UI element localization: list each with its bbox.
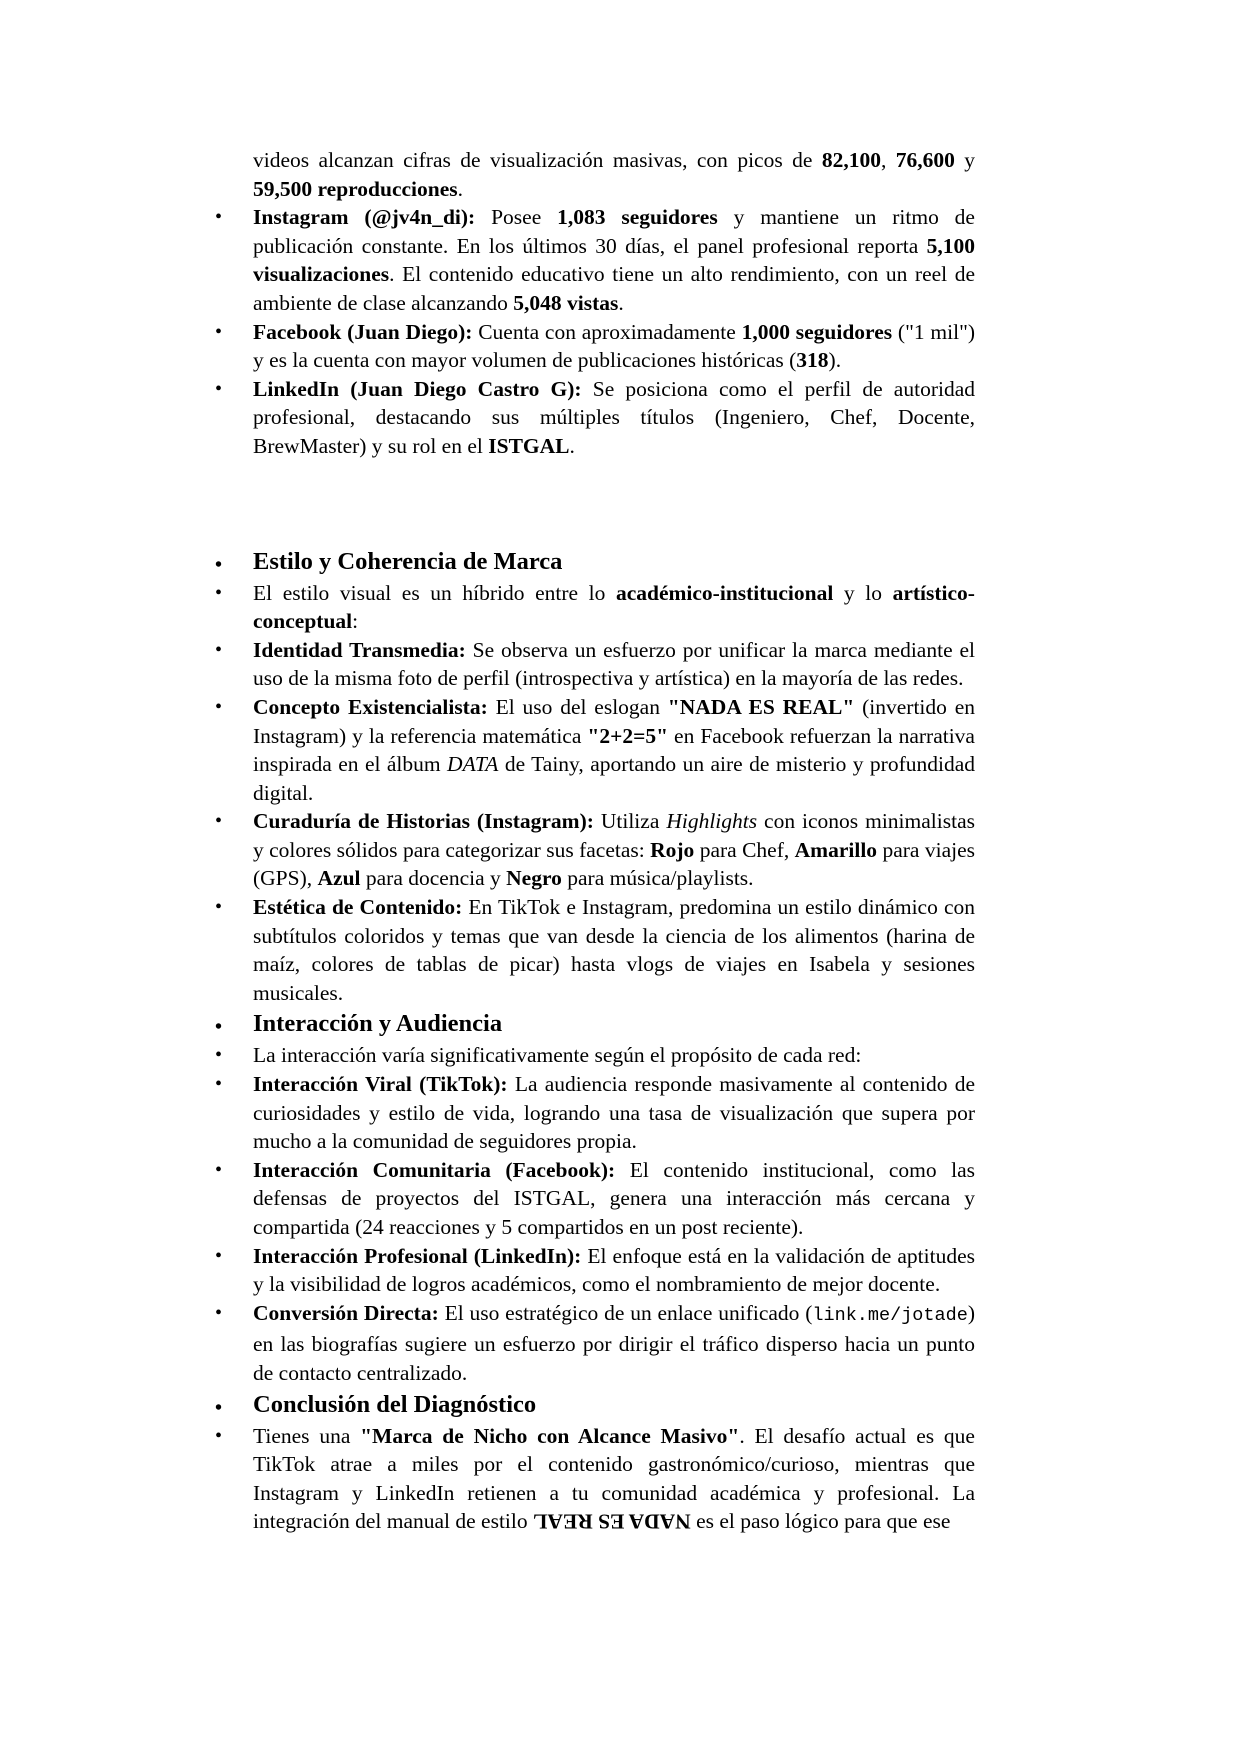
list-item [215, 1041, 975, 1070]
text-run: En TikTok e Instagram, predomina un estilo dinámico con subtítulos coloridos y temas que van desde la ciencia de los alimentos (harina de maíz, colores de tablas de picar) hasta vlogs de viajes en Isabela y sesiones musicales. [253, 895, 975, 1005]
text-run: 5,100 visualizaciones [253, 233, 975, 287]
bullet-icon: • [215, 206, 223, 229]
item-text [253, 320, 975, 373]
item-text [253, 1244, 975, 1297]
text-run: Se observa un esfuerzo por unificar la marca mediante el uso de la misma foto de perfil (introspectiva y artística) en la mayoría de las redes. [253, 637, 976, 691]
list-item [215, 579, 975, 636]
text-run: videos alcanzan cifras de visualización masivas, con picos de [253, 148, 822, 172]
text-run: Interacción y Audiencia [253, 1010, 503, 1038]
text-run: Estética de Contenido: [253, 895, 469, 920]
text-run: es el paso lógico para que ese [690, 1509, 951, 1534]
section-heading [215, 1007, 975, 1041]
text-run: DATA [447, 752, 499, 777]
bullet-icon: • [215, 896, 223, 919]
bullet-icon: • [215, 377, 223, 400]
text-run: LinkedIn (Juan Diego Castro G): [253, 376, 593, 401]
text-run: link.me/jotade [812, 1304, 968, 1326]
item-text [253, 895, 975, 1005]
text-run: y [954, 148, 975, 172]
text-run: . [618, 290, 624, 315]
bullet-icon: • [215, 1073, 223, 1096]
text-run: . [569, 433, 575, 458]
item-text [253, 581, 975, 634]
text-run: : [352, 609, 359, 634]
bullet-list [215, 146, 976, 1536]
list-item [215, 893, 975, 1007]
text-run: La audiencia responde masivamente al contenido de curiosidades y estilo de vida, logrando una tasa de visualización que supera por mucho a la comunidad de seguidores propia. [253, 1072, 975, 1154]
paragraph-spacer [253, 461, 975, 545]
text-run: Conclusión del Diagnóstico [253, 1390, 537, 1418]
bullet-icon: • [215, 1396, 223, 1419]
list-item [215, 1156, 975, 1242]
text-run: Interacción Profesional (LinkedIn): [253, 1243, 588, 1268]
text-run: El contenido institucional, como las defensas de proyectos del ISTGAL, genera una interacción más cercana y compartida (24 reacciones y 5 compartidos en un post reciente). [253, 1157, 975, 1239]
text-run: Cuenta con aproximadamente [478, 319, 742, 344]
text-run: Amarillo [794, 837, 878, 862]
text-run: de Tainy, aportando un aire de misterio y profundidad digital. [253, 752, 976, 805]
text-run: Conversión Directa: [253, 1300, 445, 1325]
text-run: ) en las biografías sugiere un esfuerzo por dirigir el tráfico disperso hacia un punto de contacto centralizado. [253, 1300, 975, 1385]
text-run: Azul [317, 866, 361, 891]
text-run: en Facebook refuerzan la narrativa inspirada en el álbum [253, 723, 975, 777]
list-item [215, 1422, 975, 1536]
text-run: ). [828, 348, 842, 373]
list-item [215, 807, 975, 893]
text-run: "NADA ES REAL" [667, 694, 855, 719]
item-text [253, 1010, 502, 1037]
text-run: Rojo [650, 837, 695, 862]
list-item [215, 203, 975, 317]
bullet-icon: • [215, 1301, 223, 1324]
text-run: ("1 mil") y es la cuenta con mayor volumen de publicaciones históricas ( [253, 319, 976, 373]
item-text [253, 205, 975, 315]
text-run: 76,600 [895, 148, 955, 172]
text-run: Interacción Comunitaria (Facebook): [253, 1157, 630, 1182]
list-item [215, 1299, 975, 1388]
text-run: Highlights [666, 809, 758, 834]
bullet-icon: • [215, 810, 223, 833]
item-text [253, 1301, 975, 1385]
bullet-icon: • [215, 1158, 223, 1181]
text-run: Se posiciona como el perfil de autoridad profesional, destacando sus múltiples títulos (Ingeniero, Chef, Docente, BrewMaster) y su rol en el [253, 376, 975, 458]
list-item [215, 636, 976, 693]
text-run: Tienes una [253, 1423, 361, 1448]
item-text [253, 1072, 975, 1153]
inverted-text-run: NADA ES REAL [533, 1509, 691, 1534]
text-run: Interacción Viral (TikTok): [253, 1072, 515, 1097]
text-run: La interacción varía significativamente según el propósito de cada red: [253, 1043, 862, 1068]
bullet-icon: • [215, 553, 223, 576]
text-run: para docencia y [360, 866, 507, 891]
bullet-icon: • [215, 695, 223, 718]
bullet-icon: • [215, 1016, 223, 1039]
text-run: Posee [491, 205, 558, 230]
list-item [215, 1070, 975, 1156]
section-heading [215, 1388, 975, 1422]
list-item [215, 318, 976, 375]
text-run: El uso estratégico de un enlace unificado ( [444, 1300, 813, 1325]
text-run: 1,083 seguidores [557, 205, 718, 230]
item-text [253, 1424, 975, 1534]
text-run: para música/playlists. [561, 866, 754, 891]
text-run: para viajes (GPS), [253, 837, 975, 891]
item-text [253, 1158, 975, 1239]
text-run: con iconos minimalistas y colores sólidos para categorizar sus facetas: [253, 809, 975, 862]
item-text [253, 638, 975, 691]
text-run: El uso del eslogan [495, 694, 668, 719]
bullet-icon: • [215, 581, 223, 604]
text-run: 1,000 seguidores [741, 319, 893, 344]
item-text [253, 809, 975, 890]
text-run: 59,500 reproducciones [253, 176, 458, 201]
text-run: Instagram (@jv4n_di): [253, 205, 492, 230]
text-run: 318 [796, 348, 829, 373]
bullet-icon: • [215, 1044, 223, 1067]
text-run: 5,048 vistas [513, 290, 619, 315]
text-run: y mantiene un ritmo de publicación constante. En los últimos 30 días, el panel profesional reporta [253, 205, 975, 258]
list-item [215, 1242, 975, 1299]
list-item [215, 693, 976, 807]
text-run: Negro [506, 866, 562, 891]
bullet-icon: • [215, 320, 223, 343]
text-run: y lo [833, 580, 893, 605]
text-run: Identidad Transmedia: [253, 637, 473, 662]
section-heading [215, 545, 975, 579]
item-text [253, 148, 975, 201]
bullet-icon: • [215, 1244, 223, 1267]
continuation-paragraph [253, 146, 975, 203]
item-text [253, 695, 975, 805]
text-run: El enfoque está en la validación de aptitudes y la visibilidad de logros académicos, como el nombramiento de mejor docente. [253, 1243, 975, 1297]
text-run: . El desafío actual es que TikTok atrae a miles por el contenido gastronómico/curioso, mientras que Instagram y LinkedIn retienen a tu comunidad académica y profesional. La integración del manual de estilo [253, 1423, 975, 1534]
text-run: Curaduría de Historias (Instagram): [253, 809, 601, 834]
item-text [253, 377, 975, 458]
text-run: Facebook (Juan Diego): [253, 319, 479, 344]
text-run: Estilo y Coherencia de Marca [253, 547, 563, 575]
item-text [253, 1043, 861, 1067]
text-run: . El contenido educativo tiene un alto rendimiento, con un reel de ambiente de clase alcanzando [253, 262, 975, 315]
bullet-icon: • [215, 638, 223, 661]
item-text [253, 1391, 536, 1418]
item-text [253, 548, 562, 575]
text-run: , [880, 148, 896, 172]
bullet-icon: • [215, 1424, 223, 1447]
text-run: artístico-conceptual [253, 580, 975, 634]
text-run: (invertido en Instagram) y la referencia matemática [253, 694, 976, 748]
list-item [215, 375, 975, 461]
text-run: Utiliza [600, 809, 667, 834]
text-run: "2+2=5" [587, 723, 669, 748]
text-run: "Marca de Nicho con Alcance Masivo" [360, 1423, 740, 1448]
text-run: académico-institucional [615, 580, 834, 605]
text-run: Concepto Existencialista: [253, 694, 496, 719]
text-run: ISTGAL [488, 433, 570, 458]
text-run: El estilo visual es un híbrido entre lo [253, 580, 616, 605]
text-run: . [457, 176, 464, 201]
text-run: 82,100 [821, 148, 881, 172]
text-run: para Chef, [694, 837, 795, 862]
